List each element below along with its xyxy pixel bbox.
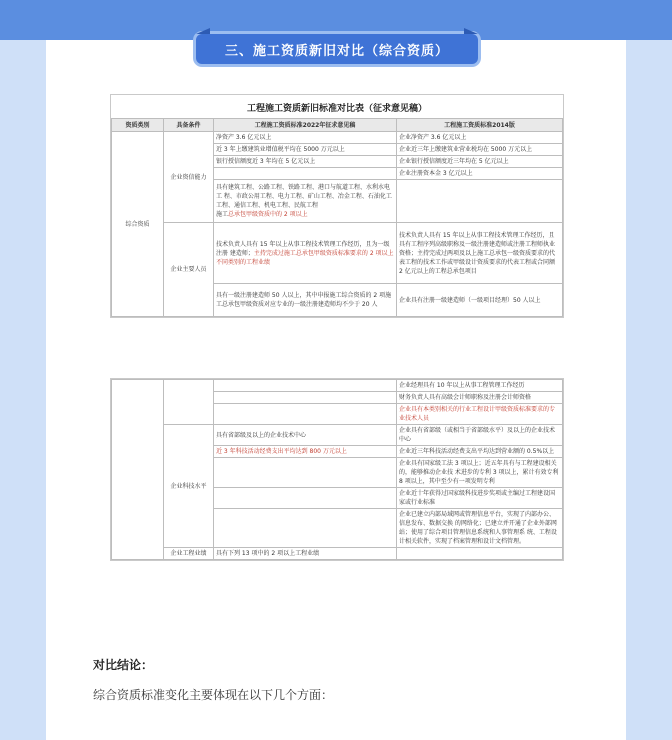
new-cell-empty: [214, 168, 397, 180]
old-cell: 企业近十年获得过国家级科技进步奖项或主编过工程建设国家或行业标准: [397, 488, 563, 509]
table-row: [112, 548, 563, 560]
old-cell: 企业注册资本金 3 亿元以上: [397, 168, 563, 180]
table-row: [112, 425, 563, 446]
new-cell-highlight: 近 3 年科技活动经费支出平均达到 800 万元以上: [214, 446, 397, 458]
new-cell-empty: [214, 380, 397, 392]
old-cell: 企业净资产 3.6 亿元以上: [397, 132, 563, 144]
old-cell: 企业具有省部级（或相当于省部级水平）及以上的企业技术中心: [397, 425, 563, 446]
new-cell: 具有省部级及以上的企业技术中心: [214, 425, 397, 446]
header-old-standard: 工程施工资质标准2014版: [397, 119, 563, 132]
comparison-table-image-2: [110, 378, 564, 561]
old-cell-highlight: 企业具有本类别相关的行业工程设计甲级资质标准要求的专业技术人员: [397, 404, 563, 425]
old-cell: 财务负责人具有高级会计师职称及注册会计师资格: [397, 392, 563, 404]
new-cell: 净资产 3.6 亿元以上: [214, 132, 397, 144]
old-cell: 企业银行授信额度近三年均在 5 亿元以上: [397, 156, 563, 168]
cell-text: 具有建筑工程、公路工程、铁路工程、港口与航道工程、水利水电工 程、市政公用工程、电力工程、矿山工程、冶金工程、石油化工工程、通信工程、机电工程、民航工程: [216, 184, 392, 209]
table-header-row: [112, 119, 563, 132]
condition-cell: 企业主要人员: [164, 223, 214, 317]
table-row: [112, 223, 563, 284]
comparison-table: [111, 118, 563, 317]
conclusion-text: 综合资质标准变化主要体现在以下几个方面：: [93, 688, 334, 702]
old-cell: 企业经理具有 10 年以上从事工程管理工作经历: [397, 380, 563, 392]
old-cell-empty: [397, 180, 563, 223]
old-cell: 企业近三年科技活动经费支出平均达到营业额的 0.5%以上: [397, 446, 563, 458]
highlight-text: 主持完成过施工总承包甲级资质标准要求的 2 项以上不同类别的工程业绩: [216, 249, 394, 266]
table-row: [112, 132, 563, 144]
comparison-table-continued: [111, 379, 563, 560]
highlight-text: 总承包甲级资质中的 2 项以上: [228, 211, 308, 218]
condition-cell: 企业资信能力: [164, 132, 214, 223]
category-cell: 综合资质: [112, 132, 164, 317]
new-cell: 具有一级注册建造师 50 人以上，其中申报施工综合资质的 2 项施工总承包甲级资质对应专业的一级注册建造师均不少于 20 人: [214, 284, 397, 317]
new-cell: 具有下列 13 项中的 2 项以上工程业绩: [214, 548, 397, 560]
new-cell-empty: [214, 458, 397, 488]
cell-text: 技术负责人具有 15 年以上从事工程技术管理工作经历，且为一级注册 建造师；: [216, 240, 390, 257]
new-cell-empty: [214, 488, 397, 509]
old-cell: 企业已建立内部局域网或管理信息平台，实现了内部办公、信息发布、数据交换 的网络化；已建立并开通了企业外部网站；使用了综合项目管理信息系统和人事管理系 统、工程设计相关软件，实现了档案管理和设计文档管理。: [397, 509, 563, 548]
comparison-table-image-1: [110, 94, 564, 318]
new-cell: 银行授信额度近 3 年均在 5 亿元以上: [214, 156, 397, 168]
section-title: 三、施工资质新旧对比（综合资质）: [224, 43, 449, 59]
new-cell: [214, 223, 397, 284]
table-row: [112, 380, 563, 392]
header-new-standard: 工程施工资质标准2022年征求意见稿: [214, 119, 397, 132]
old-cell: 企业近三年上缴建筑业营业税均在 5000 万元以上: [397, 144, 563, 156]
new-cell-empty: [214, 509, 397, 548]
old-cell: 企业具有国家级工法 3 项以上；近五年具有与工程建设相关的，能够推动企业技 术进步的专利 3 项以上，累计有效专利 8 项以上，其中至少有一项发明专利: [397, 458, 563, 488]
condition-cell: 企业科技水平: [164, 425, 214, 548]
new-cell-empty: [214, 392, 397, 404]
new-cell-empty: [214, 404, 397, 425]
condition-cell-empty: [164, 380, 214, 425]
table-title: 工程施工资质新旧标准对比表（征求意见稿）: [246, 104, 427, 114]
conclusion-heading: 对比结论：: [93, 658, 154, 672]
old-cell: 企业具有注册一级建造师（一级项目经理）50 人以上: [397, 284, 563, 317]
condition-cell: 企业工程业绩: [164, 548, 214, 560]
section-banner: [196, 34, 478, 64]
new-cell: 近 3 年上缴建筑业增值税平均在 5000 万元以上: [214, 144, 397, 156]
header-category: 资质类别: [112, 119, 164, 132]
new-cell: [214, 180, 397, 223]
old-cell: 技术负责人具有 15 年以上从事工程技术管理工作经历，且具有工程序列高级职称及一级注册建造师或注册工程师执业资格；主持完成过两项及以上施工总承包一级资质要求的代表工程的技术工作或甲级设计资质要求的代表工程或合同额 2 亿元以上的工程总承包项目: [397, 223, 563, 284]
cell-text: 施工: [216, 211, 229, 218]
category-cell-empty: [112, 380, 164, 560]
header-condition: 具备条件: [164, 119, 214, 132]
old-cell-empty: [397, 548, 563, 560]
